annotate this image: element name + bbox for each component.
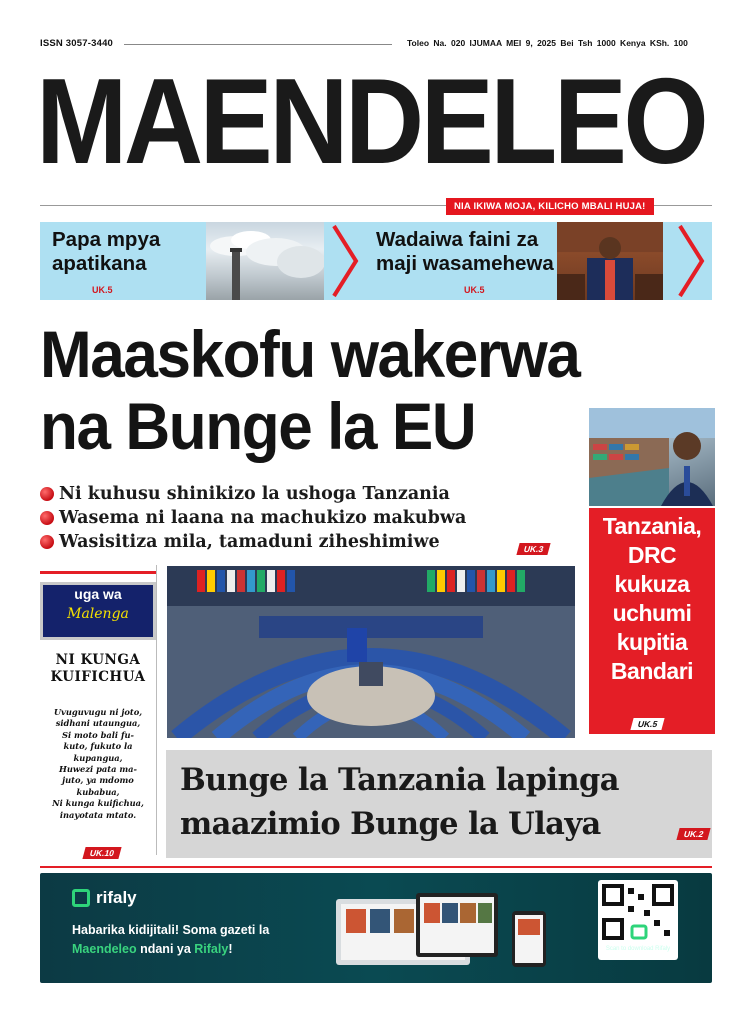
rifaly-logo-icon <box>72 889 90 907</box>
column-top-rule <box>40 571 156 574</box>
second-story-headline[interactable]: Bunge la Tanzania lapinga maazimio Bunge la Ulaya <box>180 762 619 842</box>
parliament-speaker-photo <box>557 222 663 300</box>
issn-number: ISSN 3057-3440 <box>40 38 114 49</box>
header-rule <box>124 44 392 45</box>
bullet-item: Ni kuhusu shinikizo la ushoga Tanzania <box>40 482 560 506</box>
teaser-pope-line2: apatikana <box>52 252 147 275</box>
chevron-right-icon-2 <box>676 222 706 300</box>
lead-headline-line2: na Bunge la EU <box>40 389 476 463</box>
malenga-title-line2: Malenga <box>44 606 152 622</box>
lead-bullets <box>40 482 560 554</box>
sidebar-story-headline: Tanzania, DRC kukuza uchumi kupitia Bandari <box>602 513 702 684</box>
masthead-title: MAENDELEO <box>36 53 706 189</box>
second-story-page-tag: UK.2 <box>678 824 709 842</box>
teaser-pope[interactable] <box>52 228 160 276</box>
lead-headline[interactable] <box>40 318 679 462</box>
bullet-item: Wasisitiza mila, tamaduni ziheshimiwe <box>40 530 560 554</box>
malenga-title-line1: uga wa <box>74 586 122 602</box>
red-bullet-icon <box>40 511 54 525</box>
teaser-water[interactable] <box>376 228 554 276</box>
teaser-pope-line1: Papa mpya <box>52 228 161 251</box>
lead-page-tag: UK.3 <box>518 539 549 557</box>
teaser-water-page: UK.5 <box>464 285 485 295</box>
poem-text: Uvuguvugu ni joto, sidhani utaungua, Si moto bali fu- kuto, fukuto la kupangua, Huwezi pata ma- juto, ya mdomo kubabua, Ni kunga kuifichua, inayotata mtato. <box>52 707 144 820</box>
port-minister-photo <box>589 408 715 506</box>
sidebar-page-tag: UK.5 <box>632 714 663 732</box>
red-bullet-icon <box>40 487 54 501</box>
device-mockups <box>336 893 550 974</box>
eu-parliament-photo <box>167 566 575 738</box>
lead-headline-line1: Maaskofu wakerwa <box>40 317 580 391</box>
red-bullet-icon <box>40 535 54 549</box>
column-page-tag: UK.10 <box>84 843 120 861</box>
bullet-item: Wasema ni laana na machukizo makubwa <box>40 506 560 530</box>
bottom-rule <box>40 866 712 868</box>
chimney-smoke-photo <box>206 222 324 300</box>
teaser-pope-page: UK.5 <box>92 285 113 295</box>
qr-caption: Scan to download Rifaly <box>605 946 671 952</box>
issue-info: Toleo Na. 020 IJUMAA MEI 9, 2025 Bei Tsh 1000 Kenya KSh. 100 <box>407 38 688 48</box>
chevron-right-icon <box>330 222 360 300</box>
rifaly-ad-text: Habarika kidijitali! Soma gazeti la Maendeleo ndani ya Rifaly! <box>72 923 270 956</box>
teaser-water-line2: maji wasamehewa <box>376 252 554 275</box>
teaser-water-line1: Wadaiwa faini za <box>376 228 539 251</box>
poem-heading[interactable]: NI KUNGA KUIFICHUA <box>50 652 146 685</box>
slogan-banner: NIA IKIWA MOJA, KILICHO MBALI HUJA! <box>446 198 654 215</box>
rifaly-logo: rifaly <box>72 888 137 908</box>
